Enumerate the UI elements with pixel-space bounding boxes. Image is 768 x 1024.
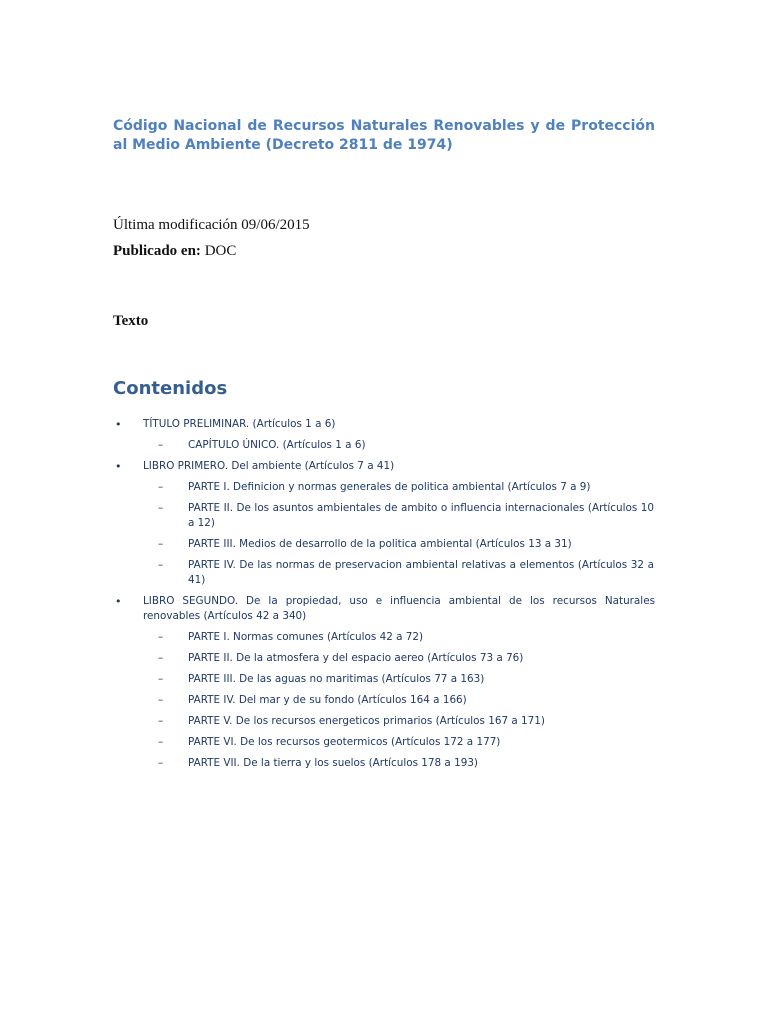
text-heading: Texto <box>113 313 149 329</box>
bullet-marker: • <box>115 418 122 431</box>
dash-marker: – <box>158 673 164 685</box>
toc-item-text: PARTE II. De los asuntos ambientales de ambito o influencia internacionales (Artículos 10 a 12) <box>188 502 654 529</box>
dash-marker: – <box>158 694 164 706</box>
toc-item-text: PARTE IV. De las normas de preservacion ambiental relativas a elementos (Artículos 32 a 41) <box>188 559 654 586</box>
published-value: DOC <box>204 243 237 259</box>
published-in <box>113 242 236 260</box>
published-label: Publicado en: <box>113 243 201 259</box>
document-title: Código Nacional de Recursos Naturales Renovables y de Protección al Medio Ambiente (Decreto 2811 de 1974) <box>113 118 655 153</box>
bullet-marker: • <box>115 460 122 473</box>
toc-item <box>0 558 654 588</box>
dash-marker: – <box>158 631 164 643</box>
toc-item-text: PARTE V. De los recursos energeticos primarios (Artículos 167 a 171) <box>188 715 545 727</box>
toc-item-text: TÍTULO PRELIMINAR. (Artículos 1 a 6) <box>143 418 336 430</box>
toc-item-text: LIBRO PRIMERO. Del ambiente (Artículos 7 a 41) <box>143 460 395 472</box>
toc-item <box>0 594 655 624</box>
toc-item <box>0 438 654 453</box>
toc-item <box>0 651 654 666</box>
dash-marker: – <box>158 559 164 571</box>
toc-item <box>0 735 654 750</box>
toc-item <box>0 693 654 708</box>
toc-item <box>0 480 654 495</box>
bullet-marker: • <box>115 595 122 608</box>
contents-heading: Contenidos <box>113 378 228 399</box>
toc-item <box>0 459 655 474</box>
toc-item <box>0 501 654 531</box>
last-modified: Última modificación 09/06/2015 <box>113 217 310 233</box>
toc-item <box>0 714 654 729</box>
toc-item <box>0 537 654 552</box>
toc-item-text: PARTE III. De las aguas no maritimas (Artículos 77 a 163) <box>188 673 485 685</box>
dash-marker: – <box>158 538 164 550</box>
toc-item-text: PARTE I. Normas comunes (Artículos 42 a 72) <box>188 631 424 643</box>
toc-item <box>0 756 654 771</box>
toc-item-text: PARTE I. Definicion y normas generales de politica ambiental (Artículos 7 a 9) <box>188 481 591 493</box>
toc-item-text: PARTE VI. De los recursos geotermicos (Artículos 172 a 177) <box>188 736 501 748</box>
dash-marker: – <box>158 757 164 769</box>
toc-item-text: PARTE VII. De la tierra y los suelos (Artículos 178 a 193) <box>188 757 478 769</box>
toc-item <box>0 630 654 645</box>
toc-item <box>0 672 654 687</box>
dash-marker: – <box>158 652 164 664</box>
toc-item-text: PARTE II. De la atmosfera y del espacio aereo (Artículos 73 a 76) <box>188 652 524 664</box>
dash-marker: – <box>158 502 164 514</box>
table-of-contents <box>0 417 768 777</box>
dash-marker: – <box>158 736 164 748</box>
toc-item-text: PARTE IV. Del mar y de su fondo (Artículos 164 a 166) <box>188 694 467 706</box>
toc-item-text: CAPÍTULO ÚNICO. (Artículos 1 a 6) <box>188 439 366 451</box>
toc-item-text: PARTE III. Medios de desarrollo de la politica ambiental (Artículos 13 a 31) <box>188 538 572 550</box>
toc-item <box>0 417 655 432</box>
dash-marker: – <box>158 715 164 727</box>
dash-marker: – <box>158 481 164 493</box>
toc-item-text: LIBRO SEGUNDO. De la propiedad, uso e influencia ambiental de los recursos Naturales renovables (Artículos 42 a 340) <box>143 595 655 622</box>
dash-marker: – <box>158 439 164 451</box>
